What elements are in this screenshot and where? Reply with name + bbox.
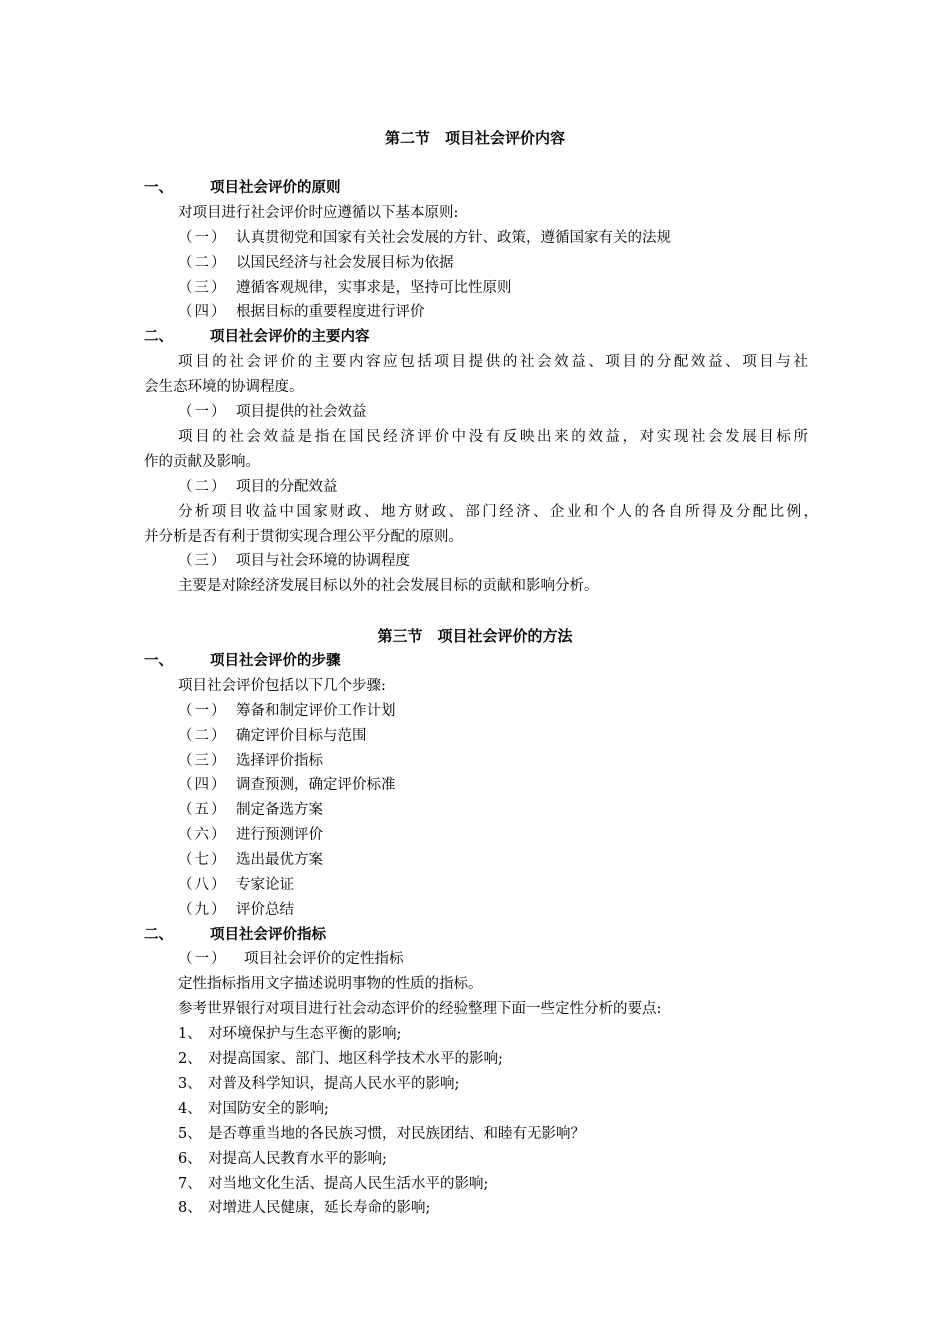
list-marker: 5、: [178, 1126, 202, 1142]
heading-text: 项目社会评价的原则: [210, 180, 341, 196]
list-marker: （二）: [178, 479, 228, 495]
list-marker: 1、: [178, 1026, 202, 1042]
list-marker: 4、: [178, 1101, 202, 1117]
heading-principles: [144, 178, 341, 198]
subheading-text: 项目的分配效益: [236, 479, 338, 495]
list-text: 对环境保护与生态平衡的影响;: [208, 1026, 402, 1042]
paragraph-line: 分析项目收益中国家财政、地方财政、部门经济、企业和个人的各自所得及分配比例，: [178, 504, 818, 520]
list-marker: 3、: [178, 1076, 202, 1092]
paragraph-line: 并分析是否有利于贯彻实现合理公平分配的原则。: [144, 529, 463, 545]
list-text: 对增进人民健康，延长寿命的影响;: [208, 1200, 431, 1216]
list-item: [178, 253, 454, 273]
list-text: 对当地文化生活、提高人民生活水平的影响;: [208, 1176, 489, 1192]
list-text: 是否尊重当地的各民族习惯，对民族团结、和睦有无影响？: [208, 1126, 585, 1142]
list-item: [178, 1124, 585, 1144]
subheading-text: 项目提供的社会效益: [236, 404, 367, 420]
list-item: [178, 825, 323, 845]
list-text: 以国民经济与社会发展目标为依据: [236, 255, 454, 271]
paragraph-line: 项目的社会效益是指在国民经济评价中没有反映出来的效益，对实现社会发展目标所: [178, 429, 808, 445]
list-item: [178, 800, 323, 820]
subheading-text: 项目社会评价的定性指标: [244, 951, 404, 967]
list-text: 制定备选方案: [236, 802, 323, 818]
list-marker: （六）: [178, 827, 228, 843]
list-text: 遵循客观规律，实事求是，坚持可比性原则: [236, 280, 512, 296]
heading-indicators: [144, 925, 326, 945]
heading-text: 项目社会评价的步骤: [210, 653, 341, 669]
list-marker: （三）: [178, 553, 228, 569]
subheading: [178, 402, 367, 422]
list-text: 进行预测评价: [236, 827, 323, 843]
subheading: [178, 477, 338, 497]
list-marker: （四）: [178, 304, 228, 320]
list-marker: （一）: [178, 404, 228, 420]
list-marker: （三）: [178, 753, 228, 769]
list-item: [178, 875, 294, 895]
heading-main-content: [144, 327, 370, 347]
list-item: [178, 701, 396, 721]
list-text: 调查预测，确定评价标准: [236, 777, 396, 793]
list-text: 选择评价指标: [236, 753, 323, 769]
list-marker: （二）: [178, 255, 228, 271]
list-marker: 7、: [178, 1176, 202, 1192]
list-item: [178, 726, 367, 746]
list-text: 评价总结: [236, 902, 294, 918]
list-text: 专家论证: [236, 877, 294, 893]
paragraph-line: 项目的社会评价的主要内容应包括项目提供的社会效益、项目的分配效益、项目与社: [178, 354, 808, 370]
list-text: 根据目标的重要程度进行评价: [236, 304, 425, 320]
paragraph: 参考世界银行对项目进行社会动态评价的经验整理下面一些定性分析的要点:: [178, 1001, 662, 1017]
list-marker: （七）: [178, 852, 228, 868]
list-item: [178, 850, 323, 870]
list-marker: 8、: [178, 1200, 202, 1216]
paragraph-line: 作的贡献及影响。: [144, 454, 260, 470]
subheading-text: 项目与社会环境的协调程度: [236, 553, 410, 569]
subheading: [178, 949, 404, 969]
list-text: 对提高国家、部门、地区科学技术水平的影响;: [208, 1051, 503, 1067]
list-marker: （一）: [178, 703, 228, 719]
list-item: [178, 1099, 329, 1119]
list-item: [178, 1024, 401, 1044]
heading-text: 项目社会评价的主要内容: [210, 329, 370, 345]
subheading: [178, 551, 410, 571]
section-title: 第三节 项目社会评价的方法: [377, 627, 573, 645]
list-item: [178, 900, 294, 920]
list-marker: 6、: [178, 1151, 202, 1167]
heading-number: 一、: [144, 180, 173, 196]
list-marker: （四）: [178, 777, 228, 793]
heading-number: 二、: [144, 927, 173, 943]
list-marker: （八）: [178, 877, 228, 893]
list-item: [178, 1049, 503, 1069]
list-item: [178, 1074, 459, 1094]
list-item: [178, 1174, 488, 1194]
list-marker: （一）: [178, 230, 228, 246]
list-item: [178, 775, 396, 795]
list-item: [178, 228, 671, 248]
list-text: 确定评价目标与范围: [236, 728, 367, 744]
heading-number: 二、: [144, 329, 173, 345]
list-text: 对普及科学知识，提高人民水平的影响;: [208, 1076, 460, 1092]
heading-number: 一、: [144, 653, 173, 669]
list-marker: （九）: [178, 902, 228, 918]
section-title: 第二节 项目社会评价内容: [384, 129, 565, 147]
heading-steps: [144, 651, 341, 671]
paragraph-line: 主要是对除经济发展目标以外的社会发展目标的贡献和影响分析。: [178, 578, 599, 594]
paragraph: 定性指标指用文字描述说明事物的性质的指标。: [178, 976, 483, 992]
list-marker: （五）: [178, 802, 228, 818]
list-marker: （一）: [178, 951, 228, 967]
list-item: [178, 278, 512, 298]
list-marker: 2、: [178, 1051, 202, 1067]
list-marker: （三）: [178, 280, 228, 296]
list-text: 对国防安全的影响;: [208, 1101, 329, 1117]
list-item: [178, 302, 425, 322]
list-item: [178, 1149, 387, 1169]
list-marker: （二）: [178, 728, 228, 744]
paragraph: 对项目进行社会评价时应遵循以下基本原则:: [178, 205, 459, 221]
paragraph: 项目社会评价包括以下几个步骤:: [178, 678, 386, 694]
paragraph-line: 会生态环境的协调程度。: [144, 379, 304, 395]
list-text: 筹备和制定评价工作计划: [236, 703, 396, 719]
list-text: 对提高人民教育水平的影响;: [208, 1151, 387, 1167]
list-item: [178, 1198, 430, 1218]
list-text: 选出最优方案: [236, 852, 323, 868]
heading-text: 项目社会评价指标: [210, 927, 326, 943]
list-text: 认真贯彻党和国家有关社会发展的方针、政策，遵循国家有关的法规: [236, 230, 671, 246]
list-item: [178, 751, 323, 771]
